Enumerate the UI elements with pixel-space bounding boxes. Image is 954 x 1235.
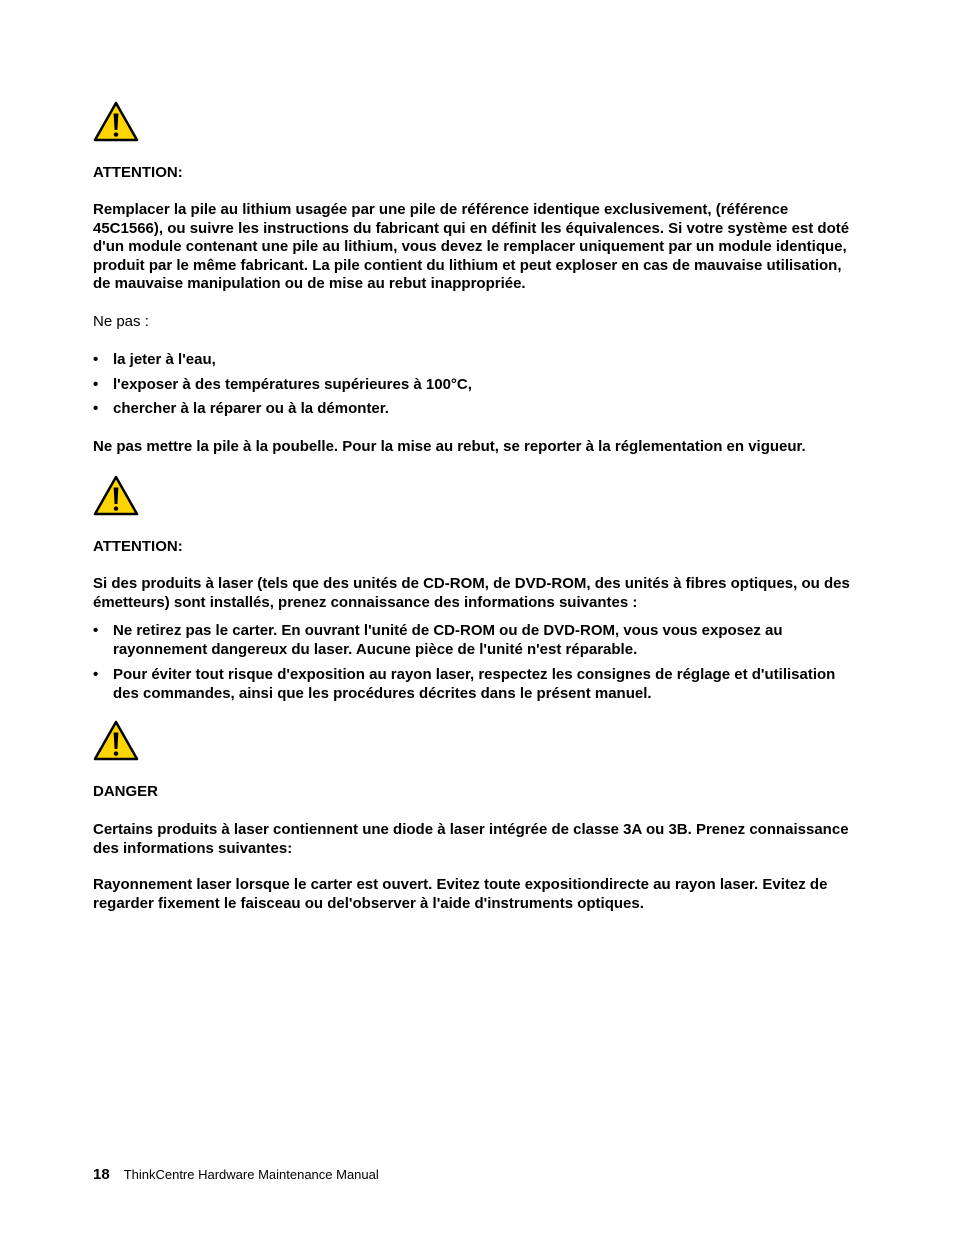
page-number: 18 [93, 1166, 110, 1183]
page-footer [93, 1166, 379, 1184]
section1-bullet-list [93, 351, 853, 419]
list-item: • chercher à la réparer ou à la démonter. [93, 400, 853, 419]
warning-triangle-svg [93, 475, 139, 516]
section2-bullet-list [93, 622, 853, 703]
warning-triangle-svg [93, 720, 139, 761]
section1-closing: Ne pas mettre la pile à la poubelle. Pour la mise au rebut, se reporter à la réglementation en vigueur. [93, 438, 806, 455]
section3-paragraph1: Certains produits à laser contiennent une diode à laser intégrée de classe 3A ou 3B. Prenez connaissance des informations suivantes: [93, 821, 849, 857]
list-item: • l'exposer à des températures supérieures à 100°C, [93, 376, 853, 395]
warning-triangle-svg [93, 101, 139, 142]
manual-title: ThinkCentre Hardware Maintenance Manual [123, 1167, 379, 1182]
section1-intro: Ne pas : [93, 313, 149, 330]
section2-heading: ATTENTION: [93, 538, 183, 555]
list-item: • Ne retirez pas le carter. En ouvrant l'unité de CD-ROM ou de DVD-ROM, vous vous exposez au rayonnement dangereux du laser. Aucune pièce de l'unité n'est réparable. [93, 622, 853, 659]
section3-paragraph2: Rayonnement laser lorsque le carter est ouvert. Evitez toute expositiondirecte au rayon laser. Evitez de regarder fixement le faisceau ou del'observer à l'aide d'instruments optiques. [93, 876, 828, 912]
section3-heading: DANGER [93, 783, 159, 800]
warning-triangle-icon [93, 101, 139, 142]
section2-paragraph: Si des produits à laser (tels que des unités de CD-ROM, de DVD-ROM, des unités à fibres optiques, ou des émetteurs) sont installés, prenez connaissance des informations suivantes : [93, 575, 850, 611]
list-item: • Pour éviter tout risque d'exposition au rayon laser, respectez les consignes de réglage et d'utilisation des commandes, ainsi que les procédures décrites dans le présent manuel. [93, 666, 853, 703]
warning-triangle-icon [93, 475, 139, 516]
section1-paragraph: Remplacer la pile au lithium usagée par une pile de référence identique exclusivement, (référence 45C1566), ou suivre les instructions du fabricant qui en définit les équivalences. Si votre système est doté d'un module contenant une pile au lithium, vous devez le remplacer uniquement par un module identique, produit par le même fabricant. La pile contient du lithium et peut exploser en cas de mauvaise utilisation, de mauvaise manipulation ou de mise au rebut inappropriée. [93, 201, 850, 292]
list-item: • la jeter à l'eau, [93, 351, 853, 370]
warning-triangle-icon [93, 720, 139, 761]
section1-heading: ATTENTION: [93, 164, 183, 181]
